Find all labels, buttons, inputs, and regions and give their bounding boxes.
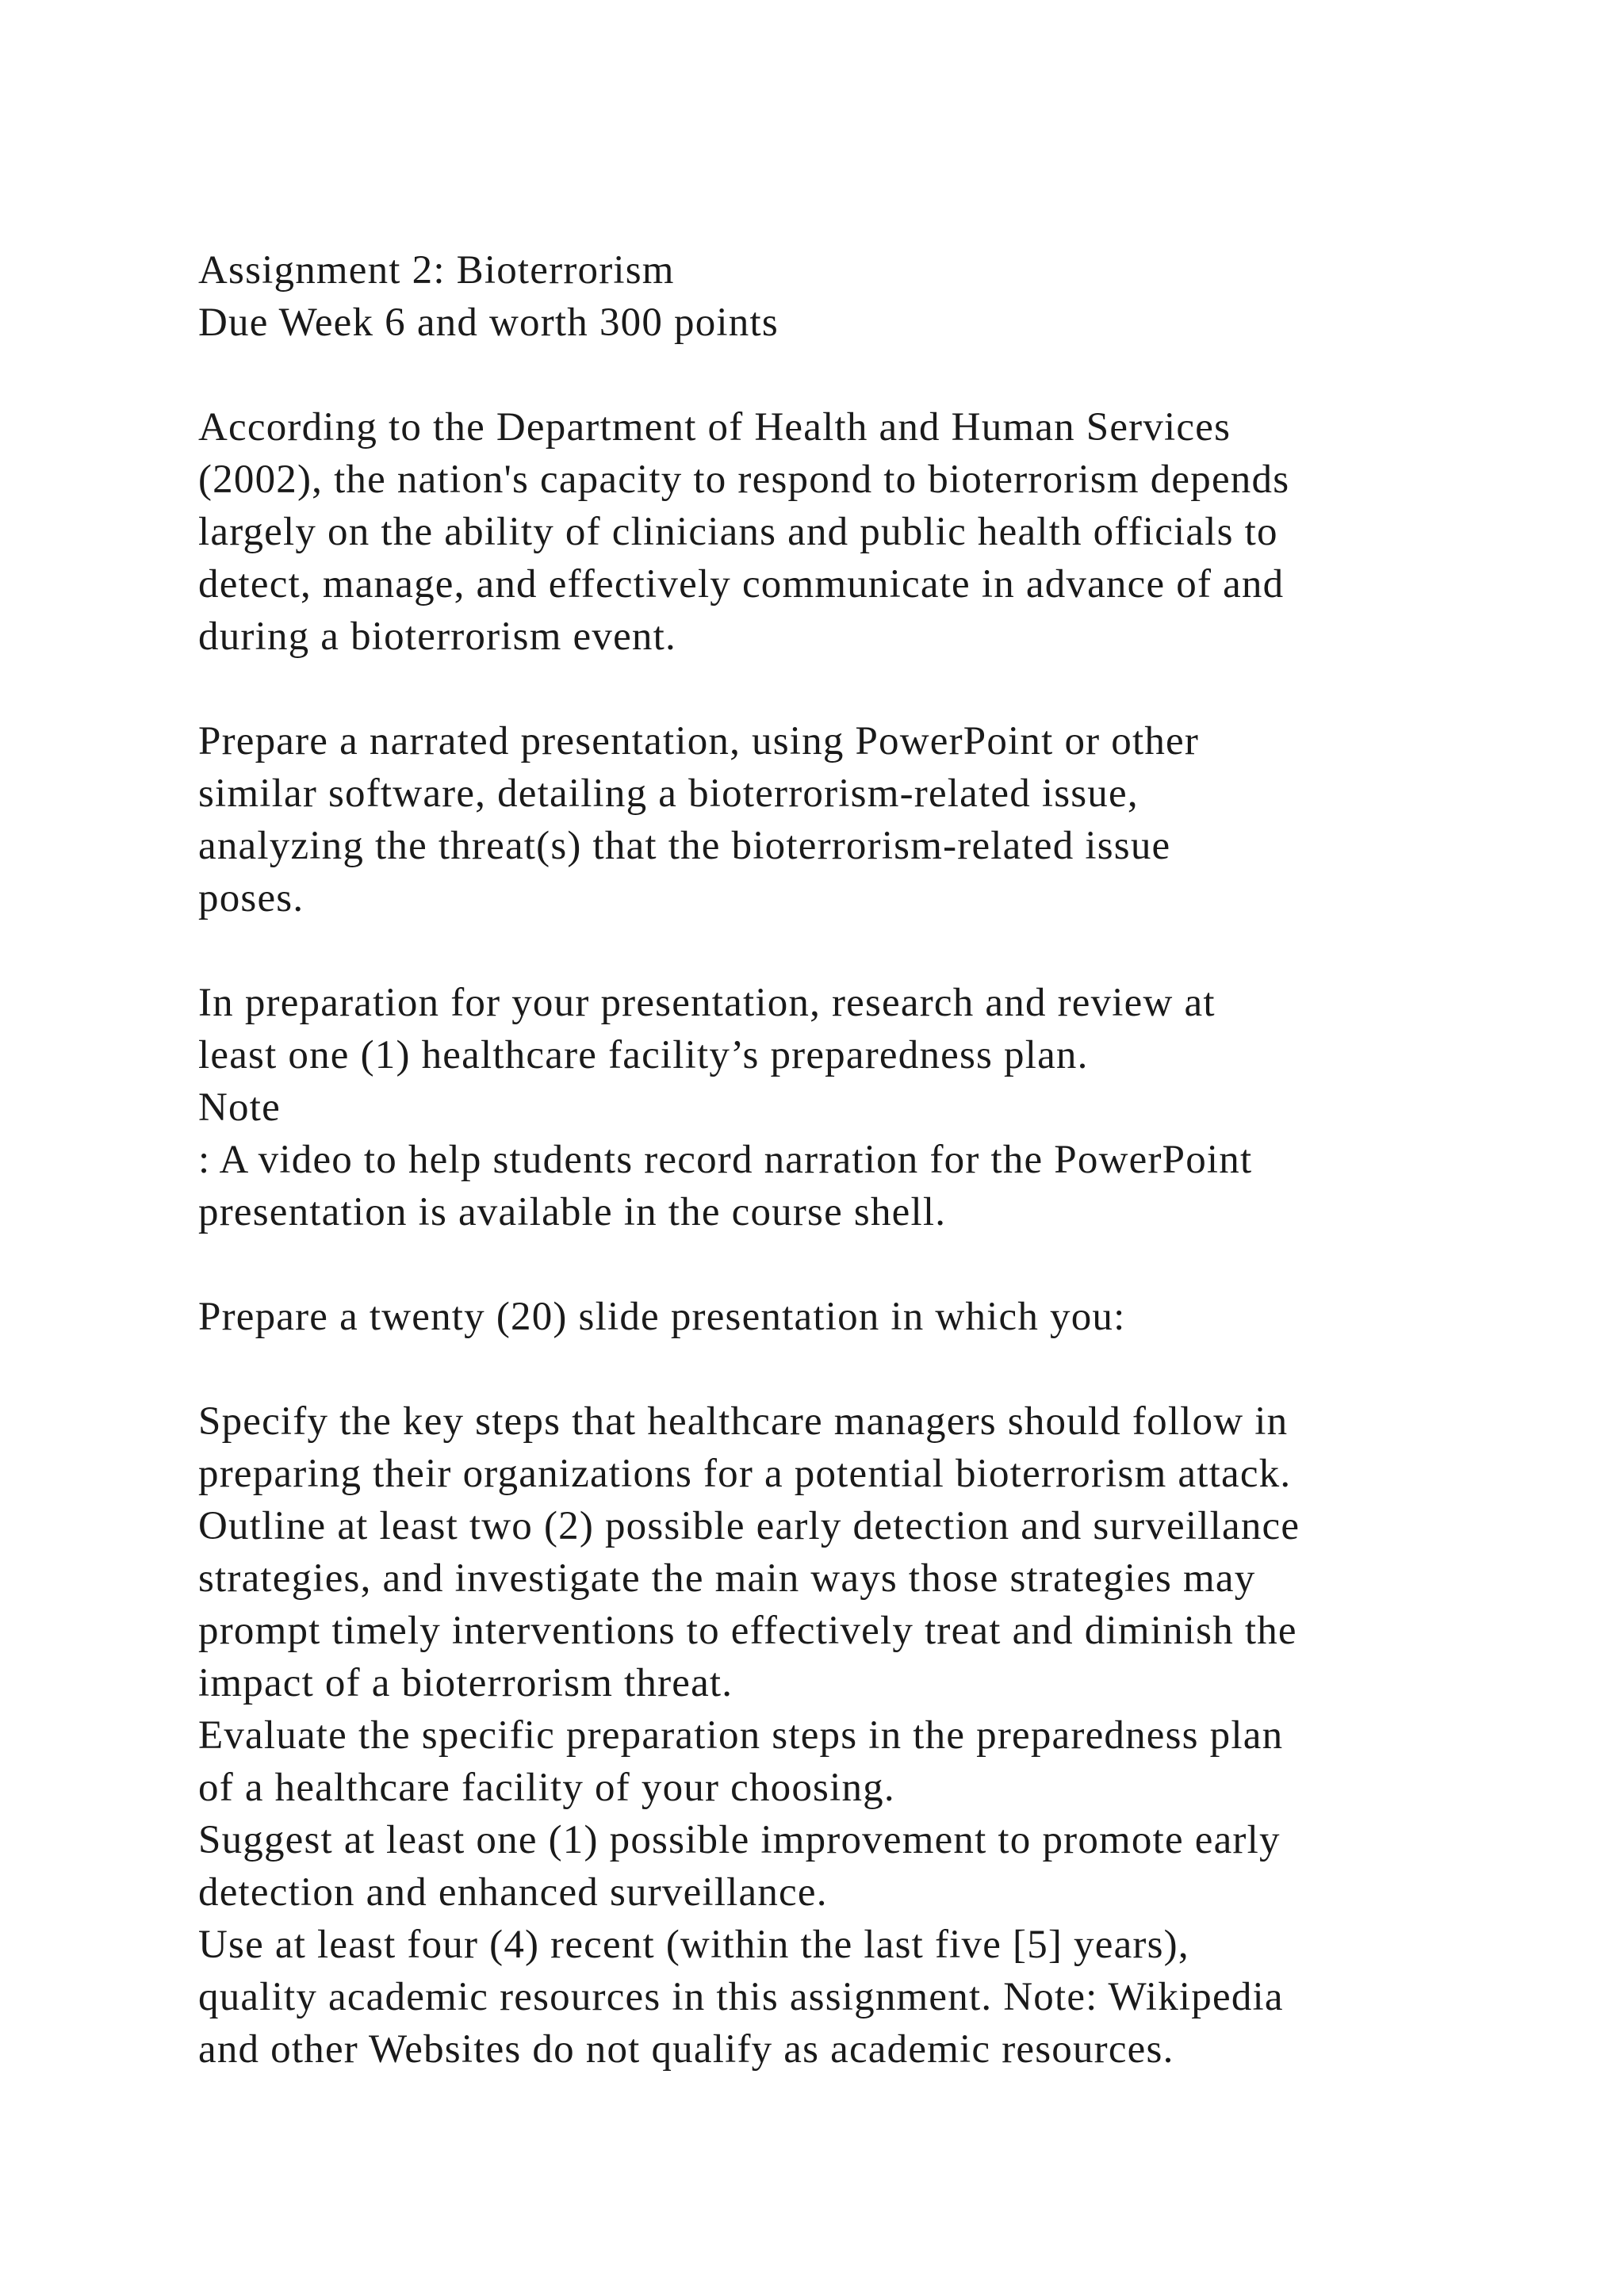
requirement-line: of a healthcare facility of your choosing. <box>198 1766 895 1810</box>
text-line: Prepare a twenty (20) slide presentation in which you: <box>198 1295 1126 1339</box>
requirement-line: and other Websites do not qualify as academic resources. <box>198 2027 1174 2072</box>
prepare-paragraph <box>198 715 1546 924</box>
text-line: poses. <box>198 876 304 920</box>
text-line: (2002), the nation's capacity to respond to bioterrorism depends <box>198 457 1290 502</box>
requirement-line: Evaluate the specific preparation steps in the preparedness plan <box>198 1713 1284 1758</box>
note-label: Note <box>198 1085 281 1130</box>
text-line: similar software, detailing a bioterrorism-related issue, <box>198 771 1139 816</box>
requirement-line: strategies, and investigate the main ways those strategies may <box>198 1556 1256 1601</box>
slides-paragraph <box>198 1291 1546 1343</box>
requirement-line: Outline at least two (2) possible early detection and surveillance <box>198 1504 1300 1548</box>
text-line: : A video to help students record narration for the PowerPoint <box>198 1138 1253 1182</box>
text-line: analyzing the threat(s) that the bioterrorism-related issue <box>198 824 1171 868</box>
text-line: largely on the ability of clinicians and public health officials to <box>198 510 1278 554</box>
requirement-line: quality academic resources in this assignment. Note: Wikipedia <box>198 1975 1284 2019</box>
text-line: during a bioterrorism event. <box>198 614 676 659</box>
text-line: According to the Department of Health and Human Services <box>198 405 1231 450</box>
text-line: In preparation for your presentation, research and review at <box>198 981 1216 1025</box>
requirement-line: impact of a bioterrorism threat. <box>198 1661 733 1705</box>
paragraph-gap <box>198 924 1546 977</box>
requirement-line: preparing their organizations for a potential bioterrorism attack. <box>198 1452 1292 1496</box>
requirements-list <box>198 1395 1546 2076</box>
paragraph-gap <box>198 1238 1546 1291</box>
requirement-line: prompt timely interventions to effectively treat and diminish the <box>198 1609 1297 1653</box>
paragraph-gap <box>198 349 1546 401</box>
research-paragraph <box>198 977 1546 1238</box>
document-body <box>198 244 1546 2076</box>
text-line: presentation is available in the course shell. <box>198 1190 947 1234</box>
requirement-line: Specify the key steps that healthcare managers should follow in <box>198 1399 1289 1444</box>
text-line: detect, manage, and effectively communicate in advance of and <box>198 562 1285 607</box>
requirement-line: Suggest at least one (1) possible improvement to promote early <box>198 1818 1281 1862</box>
requirement-line: Use at least four (4) recent (within the last five [5] years), <box>198 1923 1189 1967</box>
text-line: Prepare a narrated presentation, using PowerPoint or other <box>198 719 1200 763</box>
paragraph-gap <box>198 1343 1546 1395</box>
paragraph-gap <box>198 663 1546 715</box>
assignment-title: Assignment 2: Bioterrorism <box>198 248 675 293</box>
due-line: Due Week 6 and worth 300 points <box>198 300 779 345</box>
intro-paragraph <box>198 401 1546 663</box>
text-line: least one (1) healthcare facility’s preparedness plan. <box>198 1033 1089 1077</box>
requirement-line: detection and enhanced surveillance. <box>198 1870 828 1915</box>
